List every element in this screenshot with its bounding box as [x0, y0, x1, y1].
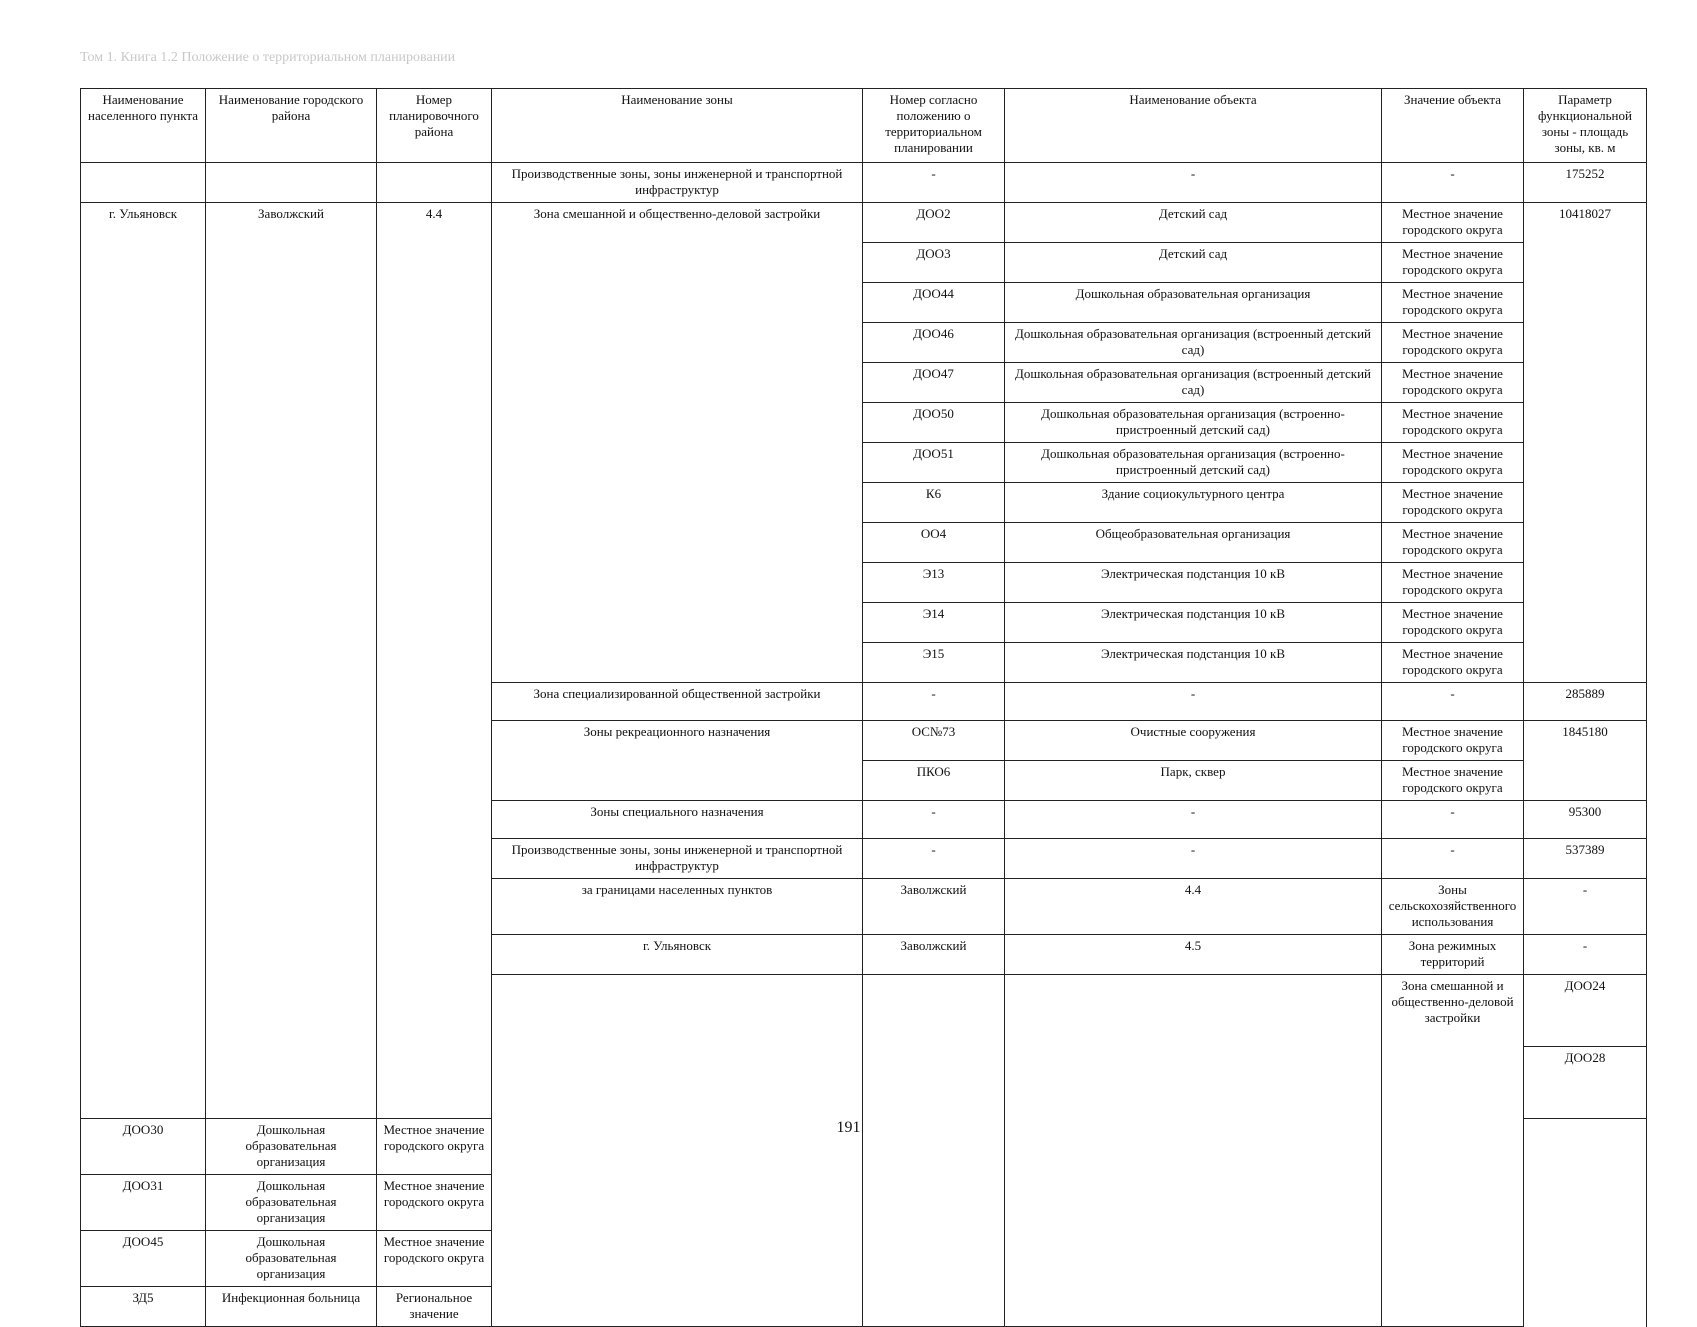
- table-cell: Дошкольная образовательная организация (встроенный детский сад): [1005, 323, 1382, 363]
- table-cell: Дошкольная образовательная организация: [206, 1119, 377, 1175]
- header-cell: Наименование городского района: [206, 89, 377, 163]
- table-cell: Очистные сооружения: [1005, 721, 1382, 761]
- table-cell: -: [1382, 163, 1524, 203]
- table-cell: Заволжский: [863, 879, 1005, 935]
- table-cell: Зоны рекреационного назначения: [492, 721, 863, 801]
- table-cell: -: [1524, 935, 1647, 975]
- table-cell: 1845180: [1524, 721, 1647, 801]
- table-cell: Местное значение городского округа: [1382, 643, 1524, 683]
- table-cell: -: [1005, 801, 1382, 839]
- table-cell: 4.4: [1005, 879, 1382, 935]
- table-cell: ДОО44: [863, 283, 1005, 323]
- table-cell: ДОО45: [81, 1231, 206, 1287]
- header-cell: Номер согласно положению о территориальном планировании: [863, 89, 1005, 163]
- table-cell: 10418027: [1524, 203, 1647, 683]
- table-cell: Производственные зоны, зоны инженерной и транспортной инфраструктур: [492, 163, 863, 203]
- table-cell: Местное значение городского округа: [1382, 283, 1524, 323]
- table-cell: Зоны специального назначения: [492, 801, 863, 839]
- table-cell: Местное значение городского округа: [1382, 483, 1524, 523]
- header-cell: Наименование зоны: [492, 89, 863, 163]
- table-cell: Зона смешанной и общественно-деловой застройки: [492, 203, 863, 683]
- table-cell: Дошкольная образовательная организация: [1005, 283, 1382, 323]
- table-cell: ДОО51: [863, 443, 1005, 483]
- page-number: 191: [836, 1119, 861, 1136]
- table-cell: ДОО24: [1524, 975, 1647, 1047]
- table-cell: Местное значение городского округа: [1382, 721, 1524, 761]
- table-cell: ДОО3: [863, 243, 1005, 283]
- table-cell: г. Ульяновск: [492, 935, 863, 975]
- table-cell: -: [863, 163, 1005, 203]
- table-cell: Местное значение городского округа: [1382, 363, 1524, 403]
- table-cell: Э13: [863, 563, 1005, 603]
- table-cell: Детский сад: [1005, 203, 1382, 243]
- table-cell: Здание социокультурного центра: [1005, 483, 1382, 523]
- running-header: Том 1. Книга 1.2 Положение о территориальном планировании: [80, 50, 456, 65]
- table-cell: ОО4: [863, 523, 1005, 563]
- table-cell: Дошкольная образовательная организация (встроенный детский сад): [1005, 363, 1382, 403]
- table-cell: Региональное значение: [377, 1287, 492, 1327]
- table-cell: Местное значение городского округа: [377, 1119, 492, 1175]
- table-cell: Местное значение городского округа: [1382, 323, 1524, 363]
- table-cell: ДОО50: [863, 403, 1005, 443]
- table-cell: [1005, 975, 1382, 1327]
- table-cell: 4.4: [377, 203, 492, 1119]
- table-cell: Электрическая подстанция 10 кВ: [1005, 643, 1382, 683]
- table-cell: -: [863, 801, 1005, 839]
- table-cell: ДОО2: [863, 203, 1005, 243]
- table-cell: [377, 163, 492, 203]
- table-cell: Местное значение городского округа: [1382, 243, 1524, 283]
- table-cell: Местное значение городского округа: [1382, 563, 1524, 603]
- table-cell: Инфекционная больница: [206, 1287, 377, 1327]
- header-cell: Наименование объекта: [1005, 89, 1382, 163]
- table-cell: Электрическая подстанция 10 кВ: [1005, 563, 1382, 603]
- table-cell: г. Ульяновск: [81, 203, 206, 1119]
- table-header-row: [81, 89, 1647, 163]
- table-cell: -: [1382, 801, 1524, 839]
- table-cell: ЗД5: [81, 1287, 206, 1327]
- table-cell: Местное значение городского округа: [1382, 523, 1524, 563]
- table-cell: -: [1524, 879, 1647, 935]
- table-cell: за границами населенных пунктов: [492, 879, 863, 935]
- table-cell: Производственные зоны, зоны инженерной и транспортной инфраструктур: [492, 839, 863, 879]
- table-row: [81, 163, 1647, 203]
- table-cell: [492, 975, 863, 1327]
- zones-table: [80, 88, 1647, 1327]
- table-cell: Э15: [863, 643, 1005, 683]
- table-cell: Э14: [863, 603, 1005, 643]
- table-cell: Местное значение городского округа: [1382, 761, 1524, 801]
- table-cell: Парк, сквер: [1005, 761, 1382, 801]
- table-cell: 95300: [1524, 801, 1647, 839]
- table-cell: Детский сад: [1005, 243, 1382, 283]
- table-cell: ДОО46: [863, 323, 1005, 363]
- table-cell: Зоны сельскохозяйственного использования: [1382, 879, 1524, 935]
- header-cell: Значение объекта: [1382, 89, 1524, 163]
- table-cell: Электрическая подстанция 10 кВ: [1005, 603, 1382, 643]
- header-cell: Наименование населенного пункта: [81, 89, 206, 163]
- table-cell: Заволжский: [206, 203, 377, 1119]
- table-cell: Местное значение городского округа: [1382, 403, 1524, 443]
- table-cell: Местное значение городского округа: [377, 1175, 492, 1231]
- table-cell: -: [1005, 163, 1382, 203]
- table-cell: 537389: [1524, 839, 1647, 879]
- header-cell: Номер планировочного района: [377, 89, 492, 163]
- table-cell: Зона режимных территорий: [1382, 935, 1524, 975]
- table-cell: -: [1005, 683, 1382, 721]
- table-cell: Общеобразовательная организация: [1005, 523, 1382, 563]
- table-cell: Дошкольная образовательная организация: [206, 1231, 377, 1287]
- table-cell: Зона смешанной и общественно-деловой застройки: [1382, 975, 1524, 1327]
- table-cell: Местное значение городского округа: [1382, 603, 1524, 643]
- table-cell: 4.5: [1005, 935, 1382, 975]
- table-cell: -: [1005, 839, 1382, 879]
- table-cell: [81, 163, 206, 203]
- table-cell: К6: [863, 483, 1005, 523]
- table-cell: Дошкольная образовательная организация (встроенно-пристроенный детский сад): [1005, 443, 1382, 483]
- table-cell: ДОО31: [81, 1175, 206, 1231]
- table-cell: -: [1382, 839, 1524, 879]
- table-cell: ДОО47: [863, 363, 1005, 403]
- table-cell: ДОО30: [81, 1119, 206, 1175]
- table-cell: Дошкольная образовательная организация: [206, 1175, 377, 1231]
- table-cell: -: [863, 683, 1005, 721]
- table-cell: Местное значение городского округа: [377, 1231, 492, 1287]
- table-cell: ОС№73: [863, 721, 1005, 761]
- table-cell: [863, 975, 1005, 1327]
- table-cell: Дошкольная образовательная организация (встроенно-пристроенный детский сад): [1005, 403, 1382, 443]
- table-cell: 285889: [1524, 683, 1647, 721]
- table-cell: ПКО6: [863, 761, 1005, 801]
- table-cell: Местное значение городского округа: [1382, 203, 1524, 243]
- table-cell: [206, 163, 377, 203]
- table-cell: Зона специализированной общественной застройки: [492, 683, 863, 721]
- table-cell: ДОО28: [1524, 1047, 1647, 1119]
- header-cell: Параметр функциональной зоны - площадь зоны, кв. м: [1524, 89, 1647, 163]
- table-cell: Заволжский: [863, 935, 1005, 975]
- table-cell: 175252: [1524, 163, 1647, 203]
- table-cell: Местное значение городского округа: [1382, 443, 1524, 483]
- table-cell: -: [1382, 683, 1524, 721]
- table-row: [81, 203, 1647, 243]
- table-cell: -: [863, 839, 1005, 879]
